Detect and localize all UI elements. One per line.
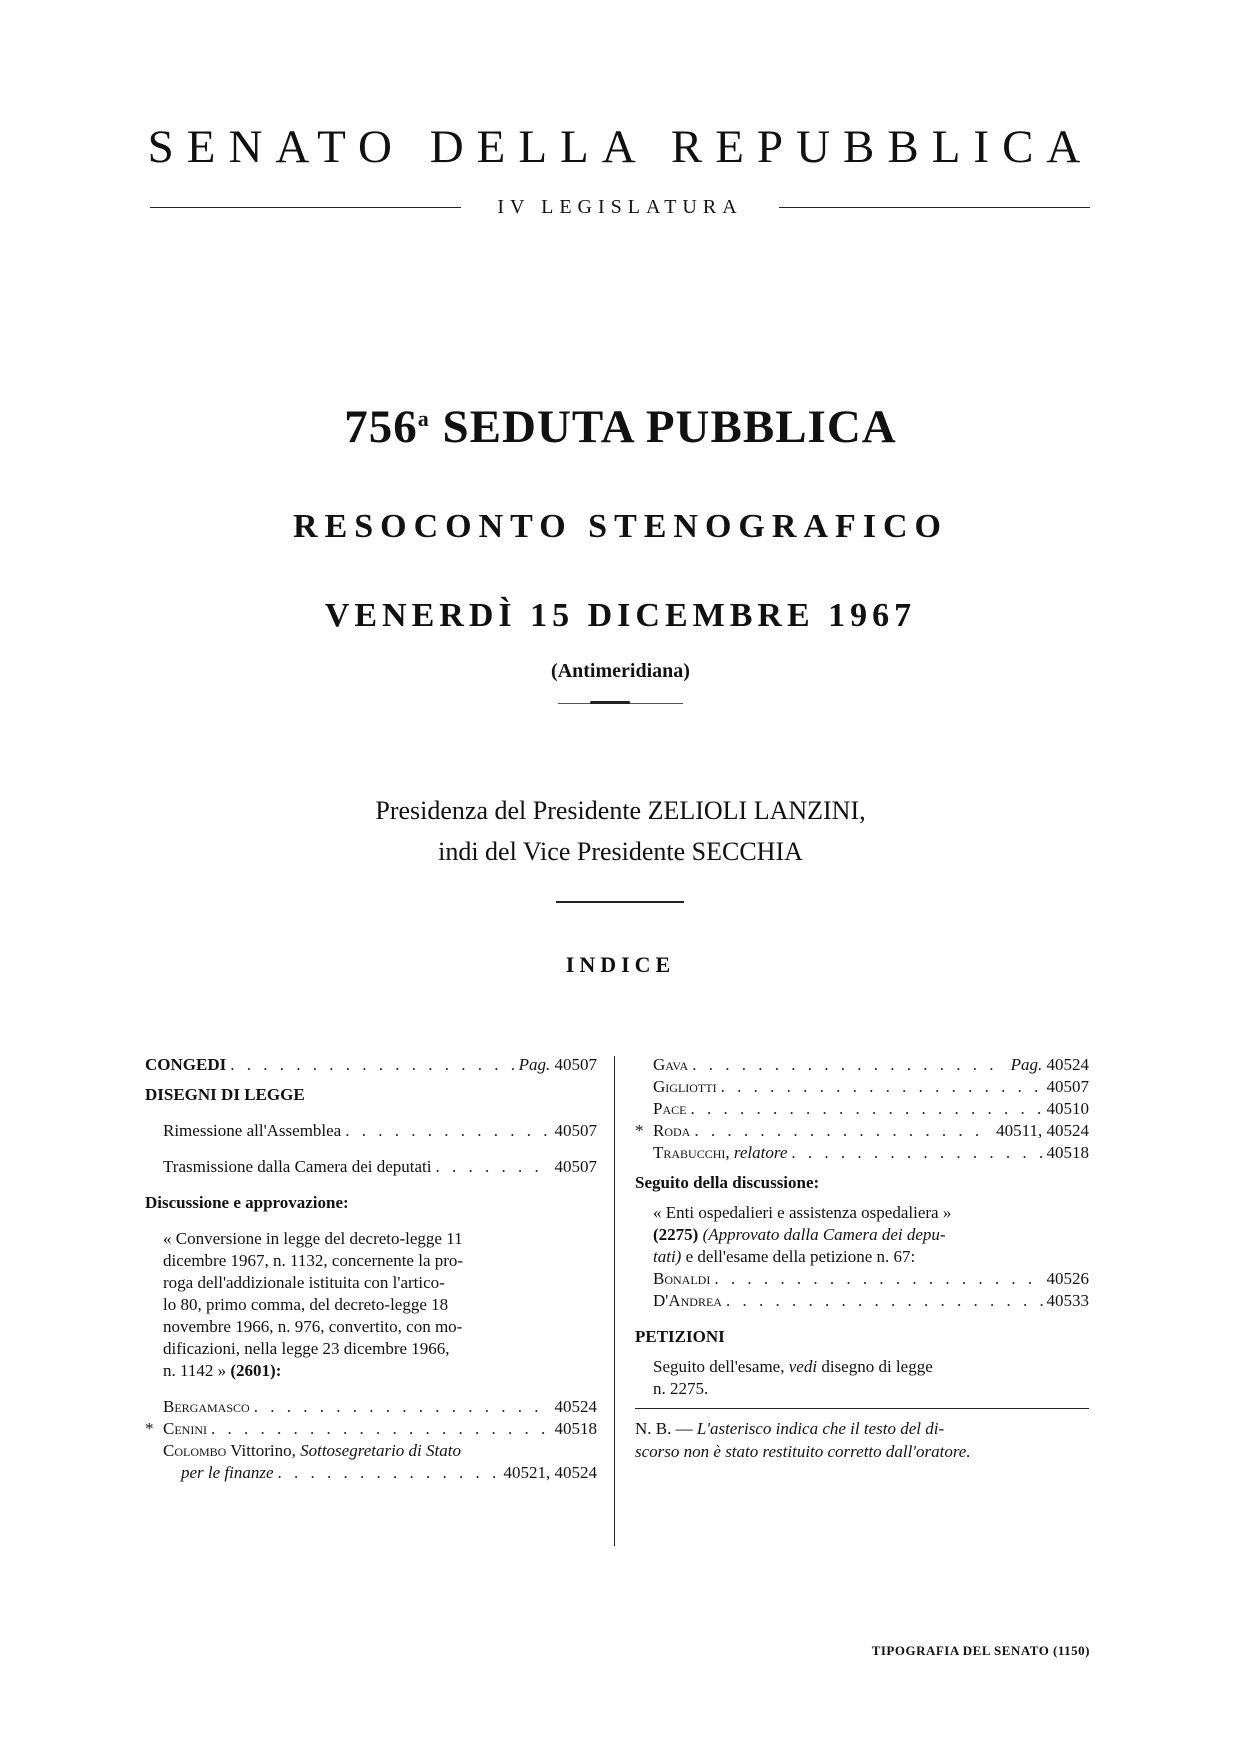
index-left-column: [145, 1054, 597, 1484]
heading-disegni: DISEGNI DI LEGGE: [145, 1085, 305, 1104]
toc-label: Trasmissione dalla Camera dei deputati: [163, 1157, 432, 1176]
speaker-row: [635, 1120, 1089, 1142]
printer-footer: TIPOGRAFIA DEL SENATO (1150): [871, 1643, 1090, 1658]
bill-2275-text: [635, 1202, 1089, 1312]
leader-dots: [686, 1098, 1042, 1120]
session-date: VENERDÌ 15 DICEMBRE 1967: [324, 597, 917, 634]
right-rule: [779, 207, 1090, 208]
speaker-page: 40511, 40524: [996, 1121, 1089, 1140]
report-type: RESOCONTO STENOGRAFICO: [293, 508, 948, 545]
session-number: 756: [344, 401, 418, 453]
leader-dots: [431, 1156, 550, 1178]
speaker-row: [653, 1268, 1089, 1290]
speaker-page: 40518: [554, 1419, 597, 1438]
petizioni-text-a: Seguito dell'esame,: [653, 1357, 785, 1376]
speaker-row: [653, 1054, 1089, 1076]
petizioni-text-b: disegno di legge: [821, 1357, 933, 1376]
heading-petizioni: PETIZIONI: [635, 1327, 725, 1346]
speaker-name: Cenini: [163, 1419, 207, 1438]
presidency: [0, 790, 1241, 872]
leader-dots: [690, 1120, 992, 1142]
pag-prefix: Pag.: [1010, 1055, 1043, 1074]
speaker-page: 40510: [1046, 1099, 1089, 1118]
bill-line: « Conversione in legge del decreto-legge 11: [163, 1229, 463, 1248]
session-time: (Antimeridiana): [551, 660, 690, 682]
bill-2601-text: [145, 1228, 597, 1382]
bill-line: dificazioni, nella legge 23 dicembre 1966,: [163, 1339, 450, 1358]
toc-congedi: [145, 1054, 597, 1076]
leader-dots: [226, 1054, 514, 1076]
senate-title: SENATO DELLA REPUBBLICA: [147, 121, 1094, 173]
speaker-row: [163, 1396, 597, 1418]
petizioni-text-c: n. 2275.: [653, 1379, 709, 1398]
leader-dots: [710, 1268, 1042, 1290]
speaker-name: D'Andrea: [653, 1291, 722, 1310]
heading-discussione: Discussione e approvazione:: [145, 1193, 349, 1212]
speaker-page: 40533: [1046, 1291, 1089, 1310]
bill-rest: e dell'esame della petizione n. 67:: [685, 1247, 916, 1266]
note-prefix: N. B. —: [635, 1419, 693, 1438]
speaker-name: Roda: [653, 1121, 691, 1140]
legislature-label: IV LEGISLATURA: [497, 196, 743, 218]
leader-dots: [722, 1290, 1043, 1312]
bill-line: n. 1142 »: [163, 1361, 227, 1380]
session-label: SEDUTA PUBBLICA: [442, 401, 897, 453]
asterisk-mark: *: [145, 1419, 154, 1438]
speaker-firstname: Vittorino,: [230, 1441, 296, 1460]
speaker-name: Gava: [653, 1055, 689, 1074]
toc-page: 40507: [554, 1055, 597, 1074]
index-right-column: [635, 1054, 1089, 1463]
speaker-page: 40521, 40524: [503, 1463, 597, 1482]
presidency-line-2: indi del Vice Presidente SECCHIA: [438, 837, 803, 866]
bill-line: roga dell'addizionale istituita con l'artico-: [163, 1273, 445, 1292]
session-number-suffix: a: [417, 406, 430, 431]
leader-dots: [717, 1076, 1043, 1098]
heading-seguito: Seguito della discussione:: [635, 1173, 820, 1192]
speaker-page: 40518: [1046, 1143, 1089, 1162]
leader-dots: [250, 1396, 551, 1418]
left-rule: [150, 207, 461, 208]
asterisk-mark: *: [635, 1121, 644, 1140]
footnote: [635, 1417, 1089, 1463]
speaker-page: 40524: [554, 1397, 597, 1416]
leader-dots: [274, 1462, 500, 1484]
presidency-line-1: Presidenza del Presidente ZELIOLI LANZINI,: [375, 796, 866, 825]
note-rule: [635, 1408, 1089, 1409]
leader-dots: [787, 1142, 1042, 1164]
leader-dots: [688, 1054, 1006, 1076]
bill-approval: (Approvato dalla Camera dei depu-: [702, 1225, 946, 1244]
speaker-row: [653, 1290, 1089, 1312]
speaker-name: Trabucchi,: [653, 1143, 730, 1162]
bill-number: (2275): [653, 1225, 699, 1244]
leader-dots: [341, 1120, 550, 1142]
speaker-name: Pace: [653, 1099, 687, 1118]
bill-line: « Enti ospedalieri e assistenza ospedaliera »: [653, 1203, 952, 1222]
speaker-name: Bergamasco: [163, 1397, 250, 1416]
bill-line: dicembre 1967, n. 1132, concernente la pro-: [163, 1251, 464, 1270]
petizioni-text: [635, 1356, 1089, 1400]
bill-number: (2601):: [230, 1361, 282, 1380]
toc-trasmissione: [145, 1156, 597, 1178]
toc-rimessione: [145, 1120, 597, 1142]
toc-page: 40507: [554, 1157, 597, 1176]
speaker-name: Colombo: [163, 1441, 227, 1460]
session-title: [0, 400, 1241, 454]
bill-line: lo 80, primo comma, del decreto-legge 18: [163, 1295, 449, 1314]
pag-prefix: Pag.: [518, 1055, 551, 1074]
speaker-page: 40526: [1046, 1269, 1089, 1288]
speaker-colombo-line2: [163, 1462, 597, 1484]
bill-approval: tati): [653, 1247, 682, 1266]
ornament-bar: [590, 701, 630, 704]
section-divider: [556, 901, 684, 903]
speaker-colombo-line1: [163, 1440, 597, 1462]
note-text: L'asterisco indica che il testo del di-: [696, 1419, 945, 1438]
bill-line: [653, 1224, 1089, 1246]
bill-line-last: [163, 1360, 597, 1382]
speaker-row: [653, 1076, 1089, 1098]
petizioni-vedi: vedi: [788, 1357, 818, 1376]
speaker-name: Bonaldi: [653, 1269, 711, 1288]
speaker-name: Gigliotti: [653, 1077, 717, 1096]
speaker-role: relatore: [733, 1143, 788, 1162]
bill-line: novembre 1966, n. 976, convertito, con mo-: [163, 1317, 463, 1336]
toc-label: Rimessione all'Assemblea: [163, 1121, 342, 1140]
speaker-role: Sottosegretario di Stato: [300, 1441, 461, 1460]
speaker-role: per le finanze: [181, 1463, 274, 1482]
speaker-row: [145, 1418, 597, 1440]
speaker-row: [653, 1142, 1089, 1164]
note-text: scorso non è stato restituito corretto dall'oratore.: [635, 1442, 971, 1461]
toc-label: CONGEDI: [145, 1055, 227, 1074]
speaker-page: 40507: [1046, 1077, 1089, 1096]
bill-line: [653, 1246, 1089, 1268]
index-title: INDICE: [565, 952, 676, 977]
leader-dots: [207, 1418, 551, 1440]
column-divider: [614, 1056, 615, 1546]
toc-page: 40507: [554, 1121, 597, 1140]
legislature-row: [150, 196, 1090, 219]
speaker-page: 40524: [1046, 1055, 1089, 1074]
speaker-row: [653, 1098, 1089, 1120]
